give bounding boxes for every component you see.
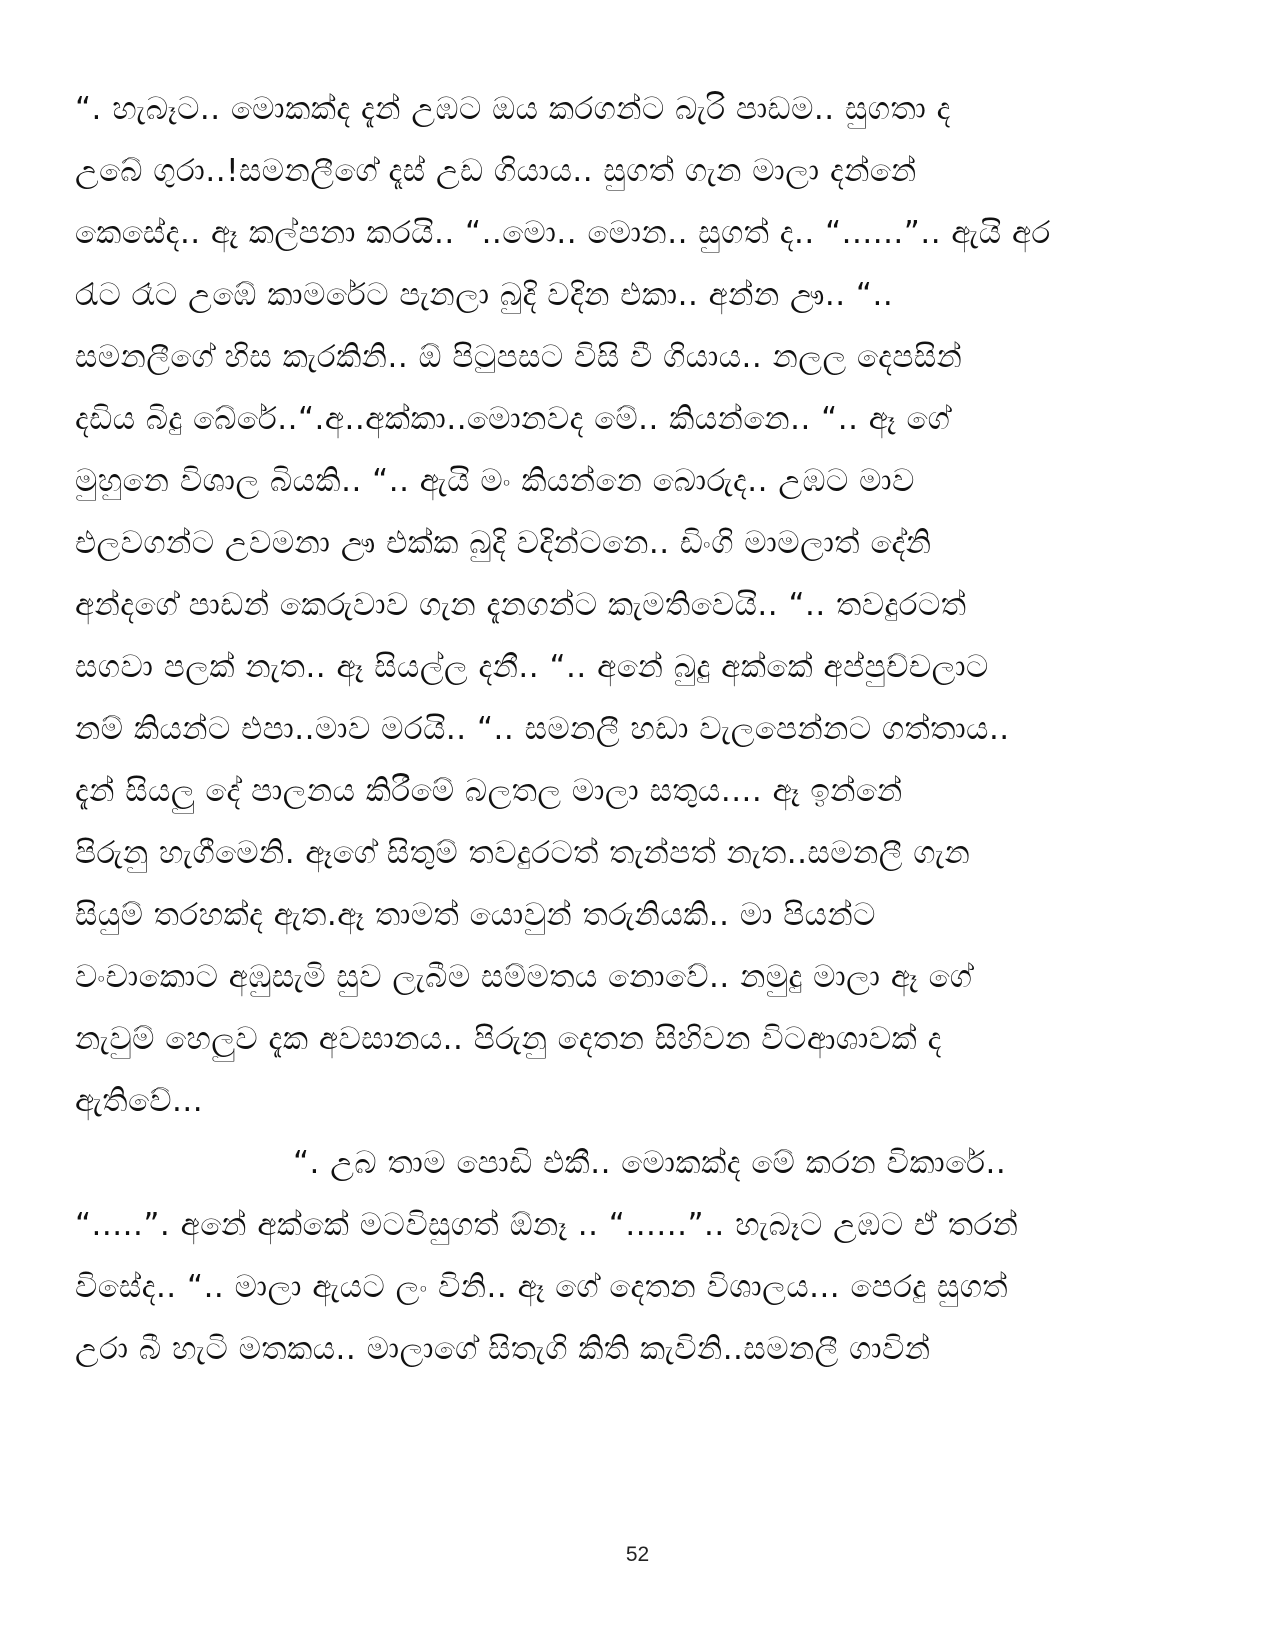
text-line-7: මුහුනෙ විශාල බියකි.. “.. ඇයි මං කියන්නෙ බොරුද.. උඹට මාව (75, 463, 915, 499)
text-line-1: “. හැබෑට.. මොකක්ද දැන් උඹට ඔය කරගන්ට බැරි පාඩම.. සුගතා ද (75, 91, 951, 127)
text-line-2: උබේ ගුරා..!සමනලීගේ දෑස් උඩ ගියාය.. සුගත් ගැන මාලා දන්නේ (75, 153, 917, 189)
text-line-6: දඩිය බිදු බේරේ..“.අ..අක්කා..මොනවද මේ.. කියන්නෙ.. “.. ඈ ගේ (75, 401, 951, 437)
text-line-14: සියුම් තරහක්ද ඇත.ඈ තාමත් යොවුන් තරුනියකි.. මා පියන්ට (75, 897, 876, 933)
page-number: 52 (625, 1543, 650, 1566)
text-line-4: රැට රෑට උඹේ කාමරේට පැනලා බුදි වදින එකා.. අන්න ඌ.. “.. (75, 277, 894, 313)
text-line-5: සමනලීගේ හිස කැරකිනි.. ඕ පිටුපසට විසි වී ගියාය.. නලල දෙපසින් (75, 339, 963, 375)
text-line-20: විසේද.. “.. මාලා ඇයට ලං විනි.. ඈ ගේ දෙතන විශාලය... පෙරදු සුගත් (75, 1269, 1009, 1305)
text-line-12: දැන් සියලු දේ පාලනය කිරීමේ බලතල මාලා සතුය.... ඈ ඉන්නේ (75, 773, 903, 809)
text-line-11: නම් කියන්ට එපා..මාව මරයි.. “.. සමනලී හඩා වැලපෙන්නට ගත්තාය.. (75, 711, 1010, 747)
text-line-9: අන්දගේ පාඩන් කෙරුවාව ගැන දැනගන්ට කැමතිවෙයි.. “.. තවදුරටත් (75, 587, 967, 623)
text-line-3: කෙසේද.. ඈ කල්පනා කරයි.. “..මො.. මොන.. සුගත් ද.. “......”.. ඇයි අර (75, 215, 1051, 251)
text-line-21: උරා බී හැටි මතකය.. මාලාගේ සිතැගි කිති කැවිනි..සමනලී ගාවින් (75, 1331, 931, 1367)
text-line-13: පිරුනු හැගීමෙනි. ඈගේ සිතුම් තවදුරටත් තැන්පත් නැත..සමනලී ගැන (75, 835, 971, 871)
text-line-8: එලවගන්ට උවමනා ඌ එක්ක බුදි වදින්ටනෙ.. ඩිංගි මාමලාත් දේනි (75, 525, 932, 561)
text-line-16: නැවුම් හෙලුව දැක අවසානය.. පිරුනු දෙතන සිහිවන විටආශාවක් ද (75, 1021, 942, 1057)
text-line-15: වංචාකොට අඹුසැමි සුව ලැබීම සම්මතය නොවේ.. නමුදු මාලා ඈ ගේ (75, 959, 973, 995)
text-line-17: ඇතිවේ... (75, 1083, 204, 1119)
text-line-19: “.....”. අනේ අක්කේ මටවිසුගත් ඕනෑ .. “......”.. හැබෑට උඹට ඒ තරන් (75, 1207, 1019, 1243)
body-text (75, 78, 1200, 1380)
text-line-18: “. උබ තාම පොඩි එකී.. මොකක්ද මේ කරන විකාරේ.. (293, 1145, 1007, 1181)
text-line-10: සගවා පලක් නැත.. ඈ සියල්ල දනී.. “.. අනේ බුදු අක්කේ අප්පුච්චලාට (75, 649, 989, 685)
